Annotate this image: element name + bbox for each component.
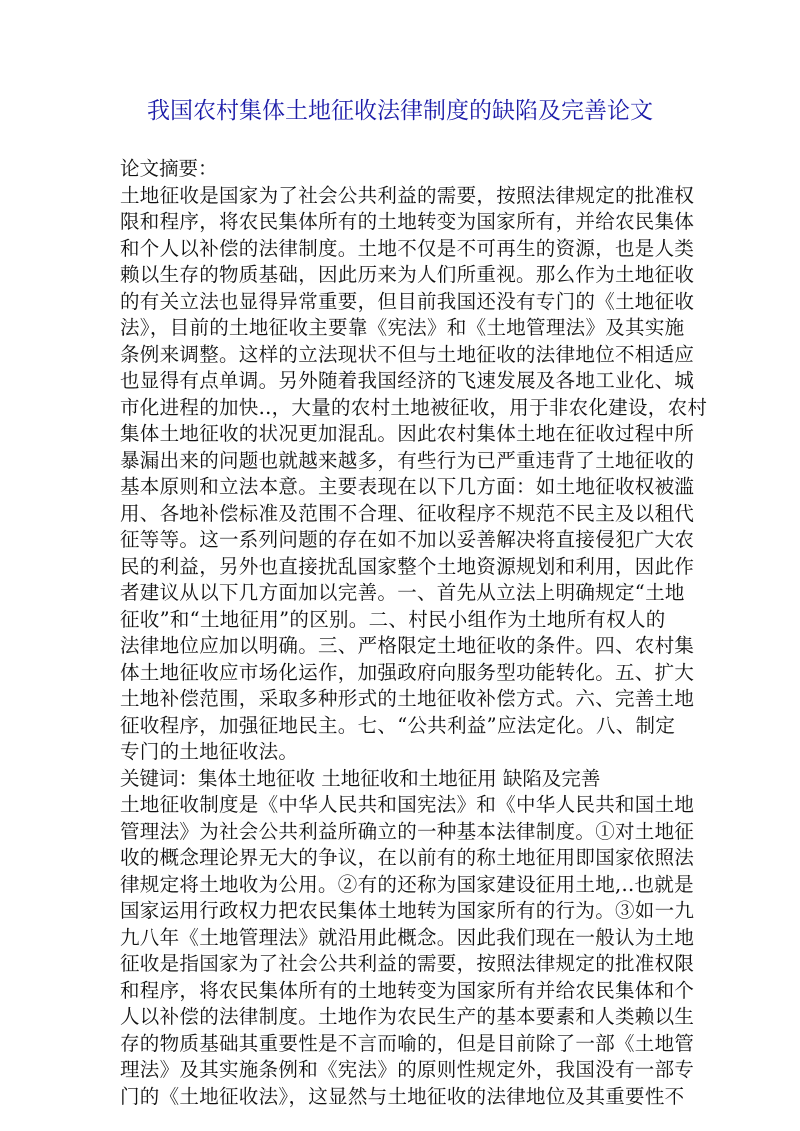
body-line: 国家运用行政权力把农民集体土地转为国家所有的行为。③如一九 [120, 899, 695, 922]
abstract-line: 集体土地征收的状况更加混乱。因此农村集体土地在征收过程中所 [120, 422, 695, 445]
document-title: 我国农村集体土地征收法律制度的缺陷及完善论文 [147, 98, 653, 124]
abstract-line: 土地补偿范围，采取多种形式的土地征收补偿方式。六、完善土地 [120, 687, 695, 710]
abstract-line: 限和程序，将农民集体所有的土地转变为国家所有，并给农民集体 [120, 210, 695, 233]
abstract-line: 法律地位应加以明确。三、严格限定土地征收的条件。四、农村集 [120, 634, 695, 657]
abstract-line: 土地征收是国家为了社会公共利益的需要，按照法律规定的批准权 [120, 183, 695, 207]
abstract-line: 征收”和“土地征用”的区别。二、村民小组作为土地所有权人的 [120, 607, 666, 631]
body-line: 和程序，将农民集体所有的土地转变为国家所有并给农民集体和个 [120, 978, 695, 1002]
abstract-paragraph [120, 183, 708, 766]
abstract-line: 法》，目前的土地征收主要靠《宪法》和《土地管理法》及其实施 [120, 316, 685, 339]
abstract-line: 民的利益，另外也直接扰乱国家整个土地资源规划和利用，因此作 [120, 554, 695, 578]
abstract-line: 者建议从以下几方面加以完善。一、首先从立法上明确规定“土地 [120, 581, 685, 604]
body-line: 律规定将土地收为公用。②有的还称为国家建设征用土地,..也就是 [120, 872, 694, 896]
body-line: 土地征收制度是《中华人民共和国宪法》和《中华人民共和国土地 [120, 793, 695, 816]
body-paragraph [120, 792, 695, 1110]
abstract-line: 赖以生存的物质基础，因此历来为人们所重视。那么作为土地征收 [120, 263, 695, 286]
body-line: 收的概念理论界无大的争议，在以前有的称土地征用即国家依照法 [120, 846, 695, 869]
body-line: 九八年《土地管理法》就沿用此概念。因此我们现在一般认为土地 [120, 925, 695, 949]
abstract-line: 体土地征收应市场化运作，加强政府向服务型功能转化。五、扩大 [120, 660, 695, 684]
body-line: 存的物质基础其重要性是不言而喻的，但是目前除了一部《土地管 [120, 1031, 695, 1055]
abstract-line: 暴漏出来的问题也就越来越多，有些行为已严重违背了土地征收的 [120, 448, 695, 472]
body-line: 理法》及其实施条例和《宪法》的原则性规定外，我国没有一部专 [120, 1058, 695, 1081]
body-line: 管理法》为社会公共利益所确立的一种基本法律制度。①对土地征 [120, 819, 695, 843]
abstract-line: 征等等。这一系列问题的存在如不加以妥善解决将直接侵犯广大农 [120, 528, 695, 551]
abstract-line: 条例来调整。这样的立法现状不但与土地征收的法律地位不相适应 [120, 342, 695, 366]
keywords-line: 关键词：集体土地征收 土地征收和土地征用 缺陷及完善 [120, 766, 601, 790]
abstract-line: 和个人以补偿的法律制度。土地不仅是不可再生的资源，也是人类 [120, 236, 695, 260]
abstract-line: 征收程序，加强征地民主。七、“公共利益”应法定化。八、制定 [120, 713, 676, 737]
abstract-label: 论文摘要： [120, 157, 218, 180]
abstract-line: 也显得有点单调。另外随着我国经济的飞速发展及各地工业化、城 [120, 369, 695, 392]
body-line: 人以补偿的法律制度。土地作为农民生产的基本要素和人类赖以生 [120, 1005, 695, 1028]
body-line: 门的《土地征收法》，这显然与土地征收的法律地位及其重要性不 [120, 1084, 685, 1108]
body-line: 征收是指国家为了社会公共利益的需要，按照法律规定的批准权限 [120, 952, 695, 975]
abstract-line: 用、各地补偿标准及范围不合理、征收程序不规范不民主及以租代 [120, 501, 695, 525]
document-body [120, 156, 708, 1110]
abstract-line: 专门的土地征收法。 [120, 740, 299, 763]
abstract-line: 基本原则和立法本意。主要表现在以下几方面：如土地征收权被滥 [120, 475, 695, 498]
abstract-line: 的有关立法也显得异常重要，但目前我国还没有专门的《土地征收 [120, 289, 695, 313]
abstract-line: 市化进程的加快..，大量的农村土地被征收，用于非农化建设，农村 [120, 395, 708, 419]
